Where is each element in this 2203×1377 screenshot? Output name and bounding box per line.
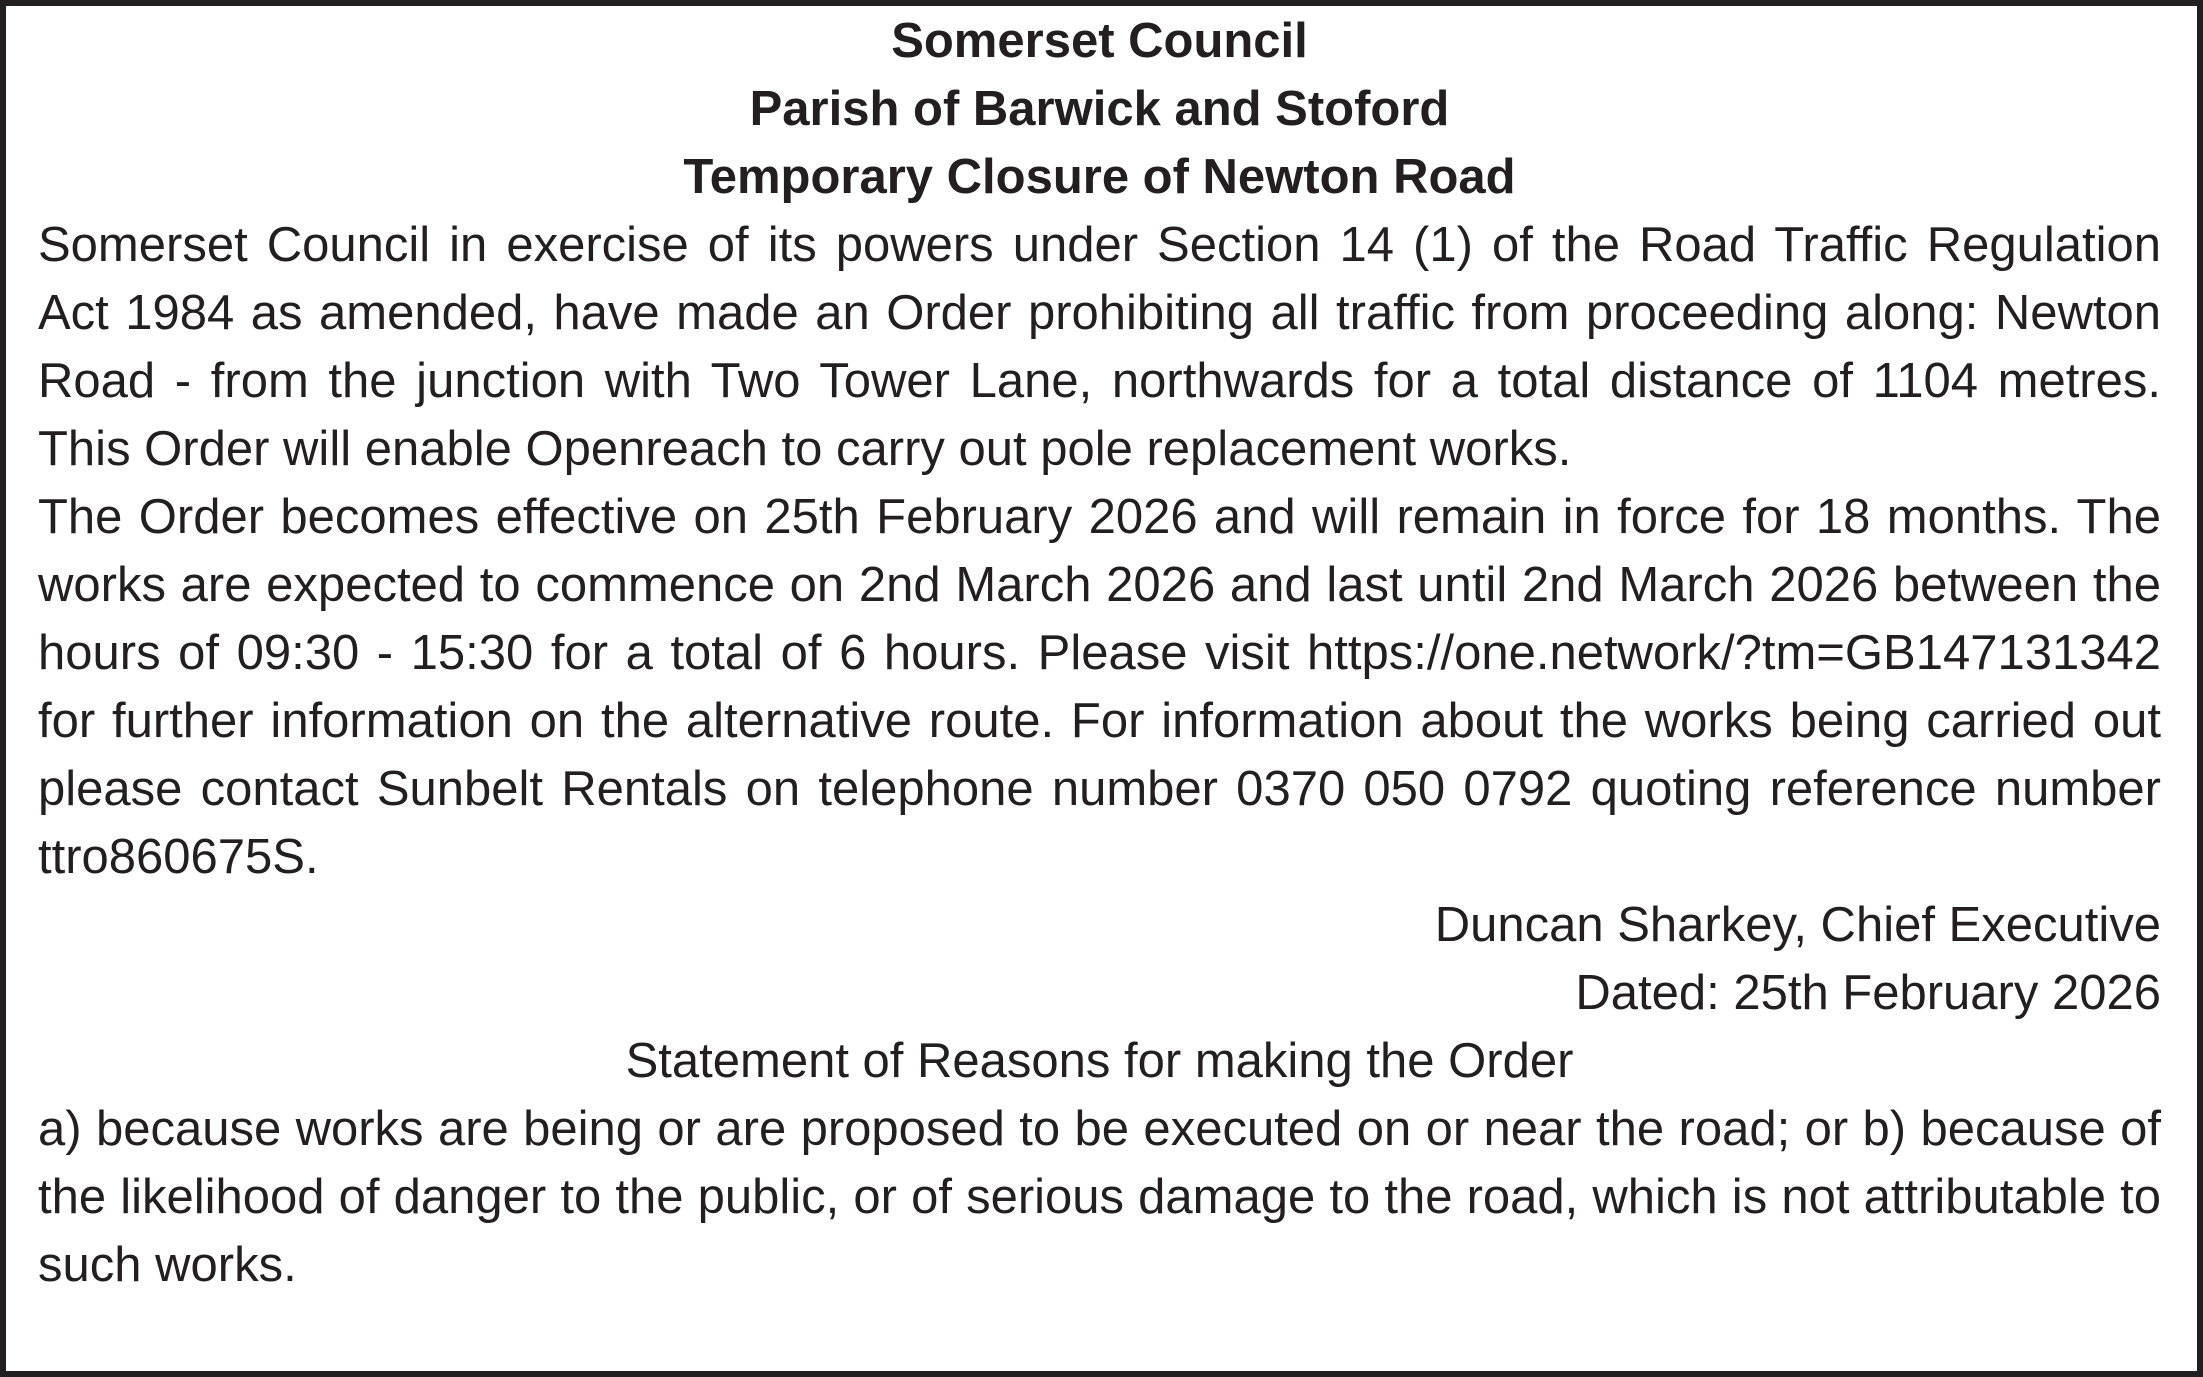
parish-heading: Parish of Barwick and Stoford	[749, 82, 1450, 136]
order-description-paragraph: Somerset Council in exercise of its powers under Section 14 (1) of the Road Traffic Regulation Act 1984 as amended, have made an Order prohibiting all traffic from proceeding along: Newton Road - from the junction with Two Tower Lane, northwards for a total distance of 1104 metres. This Order will enable Openreach to carry out pole replacement works.	[38, 218, 2161, 476]
dated-line: Dated: 25th February 2026	[1575, 966, 2161, 1020]
closure-title-heading: Temporary Closure of Newton Road	[683, 150, 1516, 204]
notice-headings	[38, 7, 2161, 211]
reasons-title: Statement of Reasons for making the Order	[625, 1034, 1574, 1088]
council-name-heading: Somerset Council	[891, 14, 1308, 68]
signatory-line: Duncan Sharkey, Chief Executive	[1434, 898, 2161, 952]
order-details-paragraph: The Order becomes effective on 25th February 2026 and will remain in force for 18 months. The works are expected to commence on 2nd March 2026 and last until 2nd March 2026 between the hours of 09:30 - 15:30 for a total of 6 hours. Please visit https://one.network/?tm=GB147131342 for further information on the alternative route. For information about the works being carried out please contact Sunbelt Rentals on telephone number 0370 050 0792 quoting reference number ttro860675S.	[38, 490, 2161, 884]
reasons-text: a) because works are being or are proposed to be executed on or near the road; or b) because of the likelihood of danger to the public, or of serious damage to the road, which is not attributable to such works.	[38, 1102, 2161, 1292]
